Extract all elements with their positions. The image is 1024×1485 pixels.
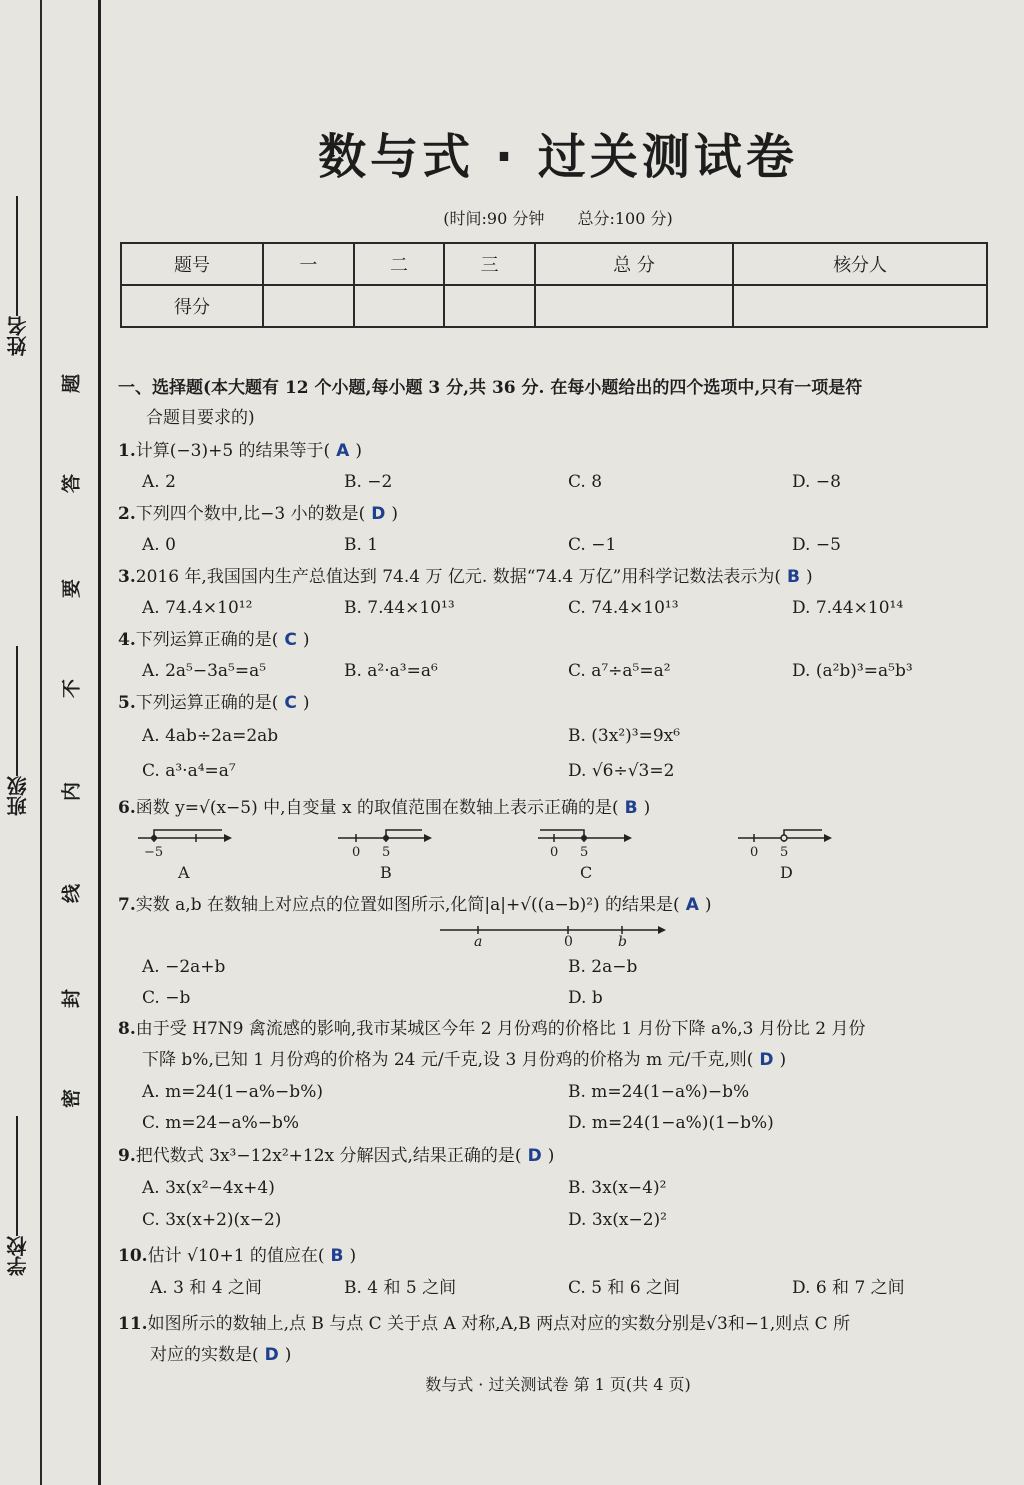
score-input-cell[interactable]: [535, 285, 733, 327]
score-input-cell[interactable]: [263, 285, 354, 327]
option-a[interactable]: A. 3 和 4 之间: [150, 1278, 262, 1298]
option-d[interactable]: D. √6÷√3=2: [568, 761, 675, 781]
score-cell: 得分: [121, 285, 263, 327]
option-d[interactable]: D. (a²b)³=a⁵b³: [792, 661, 913, 681]
question-text: 计算(−3)+5 的结果等于(: [135, 441, 331, 461]
score-cell: 一: [263, 243, 354, 285]
number-line-d[interactable]: [738, 830, 832, 882]
score-value-row: [121, 285, 987, 327]
score-input-cell[interactable]: [354, 285, 445, 327]
option-d[interactable]: D. 3x(x−2)²: [568, 1210, 667, 1230]
question-text: 函数 y=√(x−5) 中,自变量 x 的取值范围在数轴上表示正确的是(: [135, 798, 619, 818]
binding-line-outer: [40, 0, 42, 1485]
question-3: [118, 562, 998, 592]
question-9: [118, 1141, 998, 1171]
question-number: 7.: [118, 895, 136, 915]
page-title: 数与式 · 过关测试卷: [318, 129, 798, 185]
question-8: [118, 1014, 998, 1044]
question-text: 对应的实数是(: [150, 1345, 259, 1365]
score-header-row: [121, 243, 987, 285]
option-label-c: C: [580, 863, 593, 882]
option-a[interactable]: A. 74.4×10¹²: [142, 598, 253, 618]
question-close: ): [355, 441, 362, 461]
option-b[interactable]: B. (3x²)³=9x⁶: [568, 726, 681, 746]
answer-mark: C: [284, 630, 297, 650]
exam-page: [118, 0, 998, 1485]
axis-label-b: b: [618, 934, 627, 950]
option-c[interactable]: C. 8: [568, 472, 603, 492]
question-close: ): [779, 1050, 787, 1070]
exam-info: [118, 206, 998, 229]
option-d[interactable]: D. b: [568, 988, 603, 1008]
question-close: ): [284, 1345, 292, 1365]
class-field[interactable]: [2, 640, 32, 821]
option-d[interactable]: D. −5: [792, 535, 841, 555]
question-number: 6.: [118, 798, 136, 818]
q6-number-lines: [138, 826, 998, 881]
axis-label-a: a: [474, 934, 483, 950]
question-close: ): [349, 1246, 357, 1266]
question-text: 下列运算正确的是(: [135, 630, 279, 650]
option-b[interactable]: B. m=24(1−a%)−b%: [568, 1082, 750, 1102]
number-line-b[interactable]: [338, 830, 432, 882]
option-c[interactable]: C. −1: [568, 535, 617, 555]
option-a[interactable]: A. 0: [142, 535, 176, 555]
score-cell: 核分人: [733, 243, 987, 285]
question-number: 1.: [118, 441, 136, 461]
name-field[interactable]: [2, 190, 32, 361]
tick-label: 5: [382, 845, 391, 860]
answer-mark: D: [527, 1146, 542, 1166]
tick-label: 5: [780, 845, 789, 860]
question-number: 5.: [118, 693, 136, 713]
option-b[interactable]: B. 7.44×10¹³: [344, 598, 455, 618]
question-number: 10.: [118, 1246, 148, 1266]
question-2: [118, 499, 998, 529]
question-close: ): [547, 1146, 555, 1166]
class-label: 班级: [5, 776, 30, 816]
answer-mark: B: [330, 1246, 344, 1266]
score-input-cell[interactable]: [733, 285, 987, 327]
score-cell: 题号: [121, 243, 263, 285]
page-footer: 数与式 · 过关测试卷 第 1 页(共 4 页): [425, 1375, 691, 1394]
answer-mark: A: [336, 441, 350, 461]
option-c[interactable]: C. a³·a⁴=a⁷: [142, 761, 236, 781]
option-a[interactable]: A. 2: [142, 472, 176, 492]
q7-number-line-svg: [440, 922, 670, 948]
question-10: [118, 1241, 998, 1271]
option-b[interactable]: B. 1: [344, 535, 379, 555]
answer-mark: D: [371, 504, 386, 524]
option-b[interactable]: B. −2: [344, 472, 393, 492]
seal-char: 线: [60, 884, 83, 904]
question-1: [118, 436, 998, 466]
option-a[interactable]: A. m=24(1−a%−b%): [142, 1082, 323, 1102]
question-close: ): [302, 693, 310, 713]
option-a[interactable]: A. 2a⁵−3a⁵=a⁵: [142, 661, 267, 681]
option-a[interactable]: A. 3x(x²−4x+4): [142, 1178, 275, 1198]
axis-label-zero: 0: [564, 934, 573, 950]
tick-label: 0: [352, 845, 361, 860]
option-b[interactable]: B. a²·a³=a⁶: [344, 661, 438, 681]
option-b[interactable]: B. 3x(x−4)²: [568, 1178, 667, 1198]
option-d[interactable]: D. −8: [792, 472, 841, 492]
seal-char: 不: [60, 679, 83, 699]
option-b[interactable]: B. 2a−b: [568, 957, 638, 977]
section-heading: 一、选择题(本大题有 12 个小题,每小题 3 分,共 36 分. 在每小题给出的四个选项中,只有一项是符: [118, 378, 863, 398]
answer-mark: A: [685, 895, 699, 915]
question-7: [118, 890, 998, 920]
option-c[interactable]: C. 3x(x+2)(x−2): [142, 1210, 282, 1230]
option-c[interactable]: C. a⁷÷a⁵=a²: [568, 661, 671, 681]
answer-mark: B: [786, 567, 800, 587]
section-heading-cont: 合题目要求的): [146, 408, 255, 428]
option-a[interactable]: A. 4ab÷2a=2ab: [142, 726, 279, 746]
option-d[interactable]: D. m=24(1−a%)(1−b%): [568, 1113, 774, 1133]
q7-number-line: [440, 922, 670, 948]
answer-mark: D: [759, 1050, 774, 1070]
seal-char: 密: [60, 1089, 83, 1109]
question-text: 估计 √10+1 的值应在(: [147, 1246, 325, 1266]
seal-char: 题: [60, 374, 83, 394]
seal-char: 答: [60, 474, 83, 494]
score-input-cell[interactable]: [444, 285, 535, 327]
question-text: 下列运算正确的是(: [135, 693, 279, 713]
score-cell: 二: [354, 243, 445, 285]
option-b[interactable]: B. 4 和 5 之间: [344, 1278, 457, 1298]
score-cell: 总 分: [535, 243, 733, 285]
question-text: 把代数式 3x³−12x²+12x 分解因式,结果正确的是(: [135, 1146, 522, 1166]
question-text: 2016 年,我国国内生产总值达到 74.4 万 亿元. 数据“74.4 万亿”用科学记数法表示为(: [135, 567, 781, 587]
question-text: 如图所示的数轴上,点 B 与点 C 关于点 A 对称,A,B 两点对应的实数分别是√3和−1,则点 C 所: [147, 1314, 851, 1334]
tick-label: 0: [750, 845, 759, 860]
question-number: 3.: [118, 567, 136, 587]
option-label-a: A: [178, 863, 190, 882]
answer-mark: C: [284, 693, 297, 713]
question-close: ): [805, 567, 813, 587]
exam-total: 总分:100 分): [577, 209, 673, 228]
question-number: 8.: [118, 1019, 136, 1039]
school-label: 学校: [5, 1236, 30, 1276]
option-c[interactable]: C. 5 和 6 之间: [568, 1278, 681, 1298]
answer-mark: B: [624, 798, 638, 818]
school-field[interactable]: [2, 1110, 32, 1281]
question-close: ): [302, 630, 310, 650]
question-number: 9.: [118, 1146, 136, 1166]
seal-char: 要: [60, 579, 83, 599]
seal-char: 封: [60, 989, 83, 1009]
name-label: 姓名: [5, 316, 30, 356]
binding-line-inner: [98, 0, 101, 1485]
question-11: [118, 1309, 998, 1339]
option-label-b: B: [380, 863, 392, 882]
question-text: 由于受 H7N9 禽流感的影响,我市某城区今年 2 月份鸡的价格比 1 月份下降 a%,3 月份比 2 月份: [135, 1019, 866, 1039]
tick-label: −5: [144, 845, 164, 860]
question-close: ): [391, 504, 399, 524]
option-c[interactable]: C. m=24−a%−b%: [142, 1113, 300, 1133]
tick-label: 5: [580, 845, 589, 860]
option-d[interactable]: D. 7.44×10¹⁴: [792, 598, 904, 618]
q6-number-line-svg: [138, 826, 998, 881]
question-5: [118, 688, 998, 718]
question-number: 4.: [118, 630, 136, 650]
answer-mark: D: [264, 1345, 279, 1365]
question-8-cont: [142, 1045, 1022, 1075]
option-label-d: D: [780, 863, 793, 882]
class-underline: [16, 646, 18, 776]
option-c[interactable]: C. −b: [142, 988, 191, 1008]
tick-label: 0: [550, 845, 559, 860]
question-11-cont: [150, 1340, 1024, 1370]
question-close: ): [704, 895, 712, 915]
exam-time: (时间:90 分钟: [443, 209, 545, 228]
question-close: ): [643, 798, 651, 818]
score-cell: 三: [444, 243, 535, 285]
option-c[interactable]: C. 74.4×10¹³: [568, 598, 679, 618]
question-text: 下降 b%,已知 1 月份鸡的价格为 24 元/千克,设 3 月份鸡的价格为 m 元/千克,则(: [142, 1050, 754, 1070]
option-a[interactable]: A. −2a+b: [142, 957, 226, 977]
school-underline: [16, 1116, 18, 1236]
number-line-c[interactable]: [538, 830, 632, 882]
name-underline: [16, 196, 18, 316]
number-line-a[interactable]: [138, 830, 232, 882]
score-table: [120, 242, 988, 328]
question-text: 实数 a,b 在数轴上对应点的位置如图所示,化简|a|+√((a−b)²) 的结果是(: [135, 895, 680, 915]
question-number: 11.: [118, 1314, 148, 1334]
question-6: [118, 793, 998, 823]
binding-margin: [0, 0, 112, 1485]
seal-char: 内: [60, 782, 83, 802]
question-4: [118, 625, 998, 655]
question-text: 下列四个数中,比−3 小的数是(: [135, 504, 366, 524]
question-number: 2.: [118, 504, 136, 524]
option-d[interactable]: D. 6 和 7 之间: [792, 1278, 905, 1298]
